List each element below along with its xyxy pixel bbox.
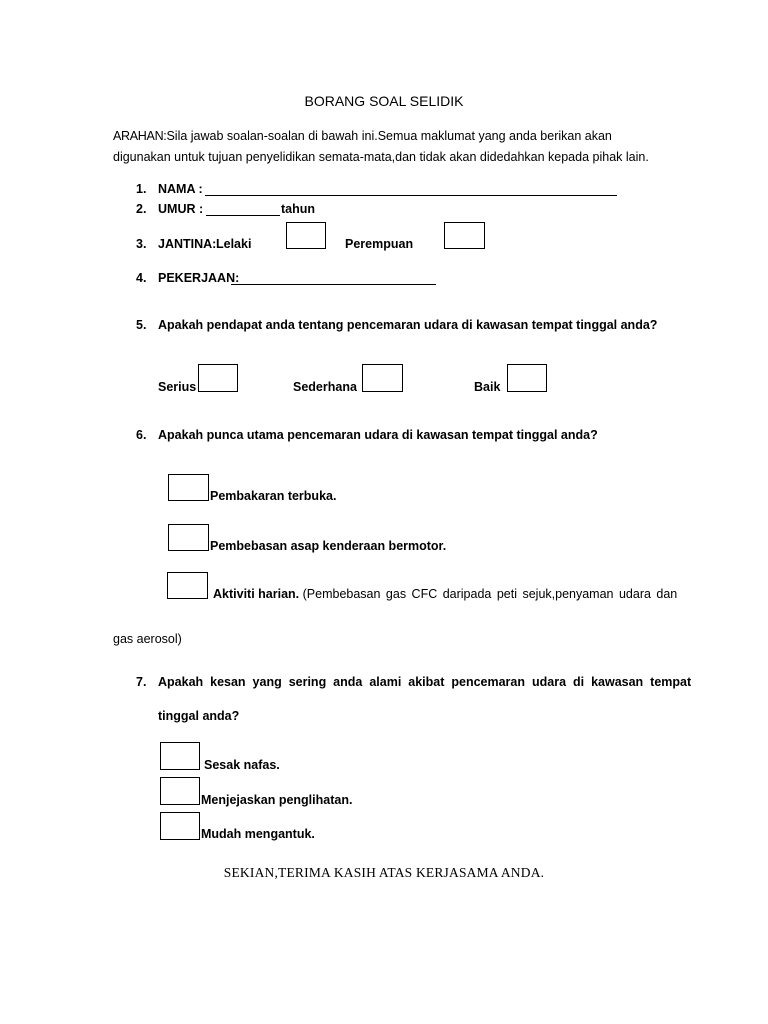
q5-question: Apakah pendapat anda tentang pencemaran udara di kawasan tempat tinggal anda? [158, 318, 658, 332]
q7-number: 7. [136, 675, 147, 689]
q7-checkbox-vision[interactable] [160, 777, 200, 805]
q2-number: 2. [136, 202, 147, 216]
q3-label: JANTINA: [158, 237, 217, 251]
instructions-line-1 [113, 129, 612, 143]
q5-checkbox-sederhana[interactable] [362, 364, 403, 392]
instructions-label: ARAHAN: [113, 129, 167, 143]
q3-option-male-label: Lelaki [216, 237, 252, 251]
q6-number: 6. [136, 428, 147, 442]
q6-option-open-burning-label: Pembakaran terbuka. [210, 489, 337, 503]
q4-number: 4. [136, 271, 147, 285]
instructions-text-1: Sila jawab soalan-soalan di bawah ini.Semua maklumat yang anda berikan akan [166, 129, 612, 143]
q7-checkbox-drowsy[interactable] [160, 812, 200, 840]
q1-label: NAMA : [158, 182, 203, 196]
instructions-text-2: digunakan untuk tujuan penyelidikan semata-mata,dan tidak akan didedahkan kepada pihak lain. [113, 150, 649, 164]
q7-option-drowsy-label: Mudah mengantuk. [201, 827, 315, 841]
q5-checkbox-baik[interactable] [507, 364, 547, 392]
q5-number: 5. [136, 318, 147, 332]
q3-checkbox-female[interactable] [444, 222, 485, 249]
q7-option-vision-label: Menjejaskan penglihatan. [201, 793, 353, 807]
q6-checkbox-daily-activities[interactable] [167, 572, 208, 599]
q1-number: 1. [136, 182, 147, 196]
name-field[interactable] [205, 195, 617, 196]
q3-option-female-label: Perempuan [345, 237, 414, 251]
occupation-field[interactable] [231, 284, 436, 285]
q3-checkbox-male[interactable] [286, 222, 326, 249]
q6-option-daily-activities-detail: (Pembebasan gas CFC daripada peti sejuk,penyaman udara dan [302, 587, 678, 601]
q3-number: 3. [136, 237, 147, 251]
q6-option-daily-activities-label: Aktiviti harian. [213, 587, 300, 601]
age-field[interactable] [206, 215, 280, 216]
q7-question-line-2: tinggal anda? [158, 709, 240, 723]
q2-label: UMUR : [158, 202, 204, 216]
closing-message: SEKIAN,TERIMA KASIH ATAS KERJASAMA ANDA. [223, 865, 545, 880]
q4-label: PEKERJAAN: [158, 271, 240, 285]
q5-option-baik-label: Baik [474, 380, 501, 394]
q6-option-daily-activities [213, 587, 677, 601]
q7-option-breathing-label: Sesak nafas. [204, 758, 280, 772]
q5-option-sederhana-label: Sederhana [293, 380, 357, 394]
q7-checkbox-breathing[interactable] [160, 742, 200, 770]
q6-question: Apakah punca utama pencemaran udara di kawasan tempat tinggal anda? [158, 428, 598, 442]
q6-checkbox-vehicle-emission[interactable] [168, 524, 209, 551]
q2-suffix: tahun [281, 202, 316, 216]
q6-checkbox-open-burning[interactable] [168, 474, 209, 501]
q7-question-line-1: Apakah kesan yang sering anda alami akibat pencemaran udara di kawasan tempat [158, 675, 692, 689]
q5-checkbox-serius[interactable] [198, 364, 238, 392]
q6-option-vehicle-emission-label: Pembebasan asap kenderaan bermotor. [210, 539, 447, 553]
form-title: BORANG SOAL SELIDIK [304, 93, 464, 109]
q6-option-daily-activities-detail-2: gas aerosol) [113, 632, 182, 646]
q5-option-serius-label: Serius [158, 380, 197, 394]
